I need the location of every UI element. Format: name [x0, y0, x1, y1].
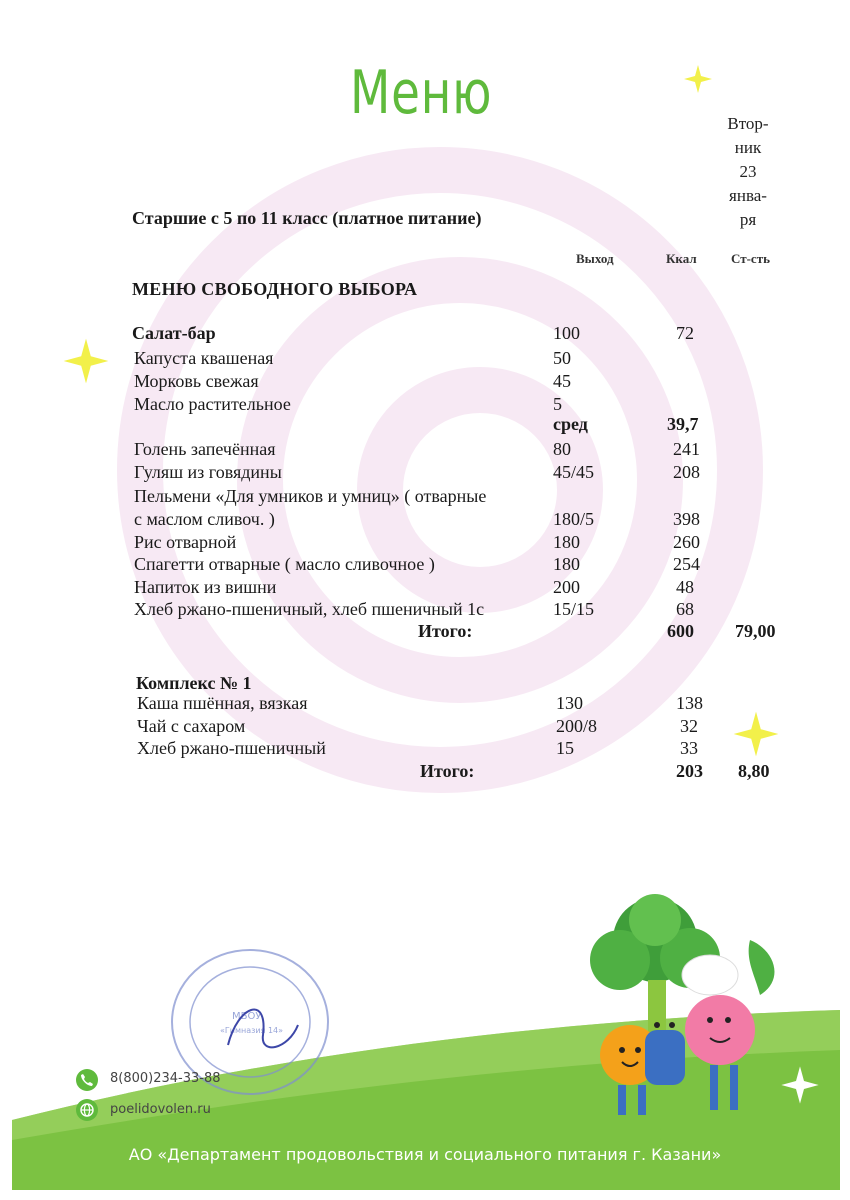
website-link[interactable]: poelidovolen.ru: [110, 1102, 211, 1117]
phone-icon: [76, 1069, 98, 1091]
item-kcal: 72: [676, 323, 694, 343]
item-out: 50: [553, 348, 571, 368]
item-name: Капуста квашеная: [134, 348, 274, 368]
audience-subtitle: Старшие с 5 по 11 класс (платное питание): [132, 208, 482, 228]
item-kcal: 254: [673, 554, 700, 574]
column-header-cost: Ст-сть: [731, 251, 770, 266]
item-out: 180: [553, 532, 580, 552]
item-name: Морковь свежая: [134, 371, 259, 391]
item-kcal: 33: [680, 738, 698, 758]
phone-number: 8(800)234-33-88: [110, 1071, 221, 1086]
item-kcal: 241: [673, 439, 700, 459]
star-icon: [780, 1065, 820, 1105]
date-line: янва-: [729, 186, 767, 205]
item-name: Рис отварной: [134, 532, 237, 552]
menu-row: [0, 439, 850, 462]
column-header-kcal: Ккал: [666, 251, 697, 266]
menu-row: [0, 509, 850, 532]
date-block: [712, 112, 784, 232]
item-name: Пельмени «Для умников и умниц» ( отварные: [134, 486, 487, 506]
item-name: Хлеб ржано-пшеничный, хлеб пшеничный 1с: [134, 599, 485, 619]
svg-text:«Гимназия 14»: «Гимназия 14»: [220, 1026, 284, 1035]
svg-text:МБОУ: МБОУ: [232, 1011, 262, 1022]
item-out: 100: [553, 323, 580, 343]
menu-title: Меню: [350, 58, 493, 128]
item-out: сред: [553, 414, 588, 434]
item-name: с маслом сливоч. ): [134, 509, 275, 529]
menu-row: [0, 693, 850, 716]
date-line: ря: [739, 210, 757, 229]
menu-row: [0, 532, 850, 555]
total-label: Итого:: [418, 621, 473, 641]
item-name: Гуляш из говядины: [134, 462, 282, 482]
total-label: Итого:: [420, 761, 475, 781]
menu-row: [0, 716, 850, 739]
date-line: Втор-: [727, 114, 769, 133]
section-title: МЕНЮ СВОБОДНОГО ВЫБОРА: [132, 279, 418, 299]
menu-row: [0, 738, 850, 761]
menu-row: [0, 323, 850, 346]
menu-row: [0, 462, 850, 485]
item-out: 130: [556, 693, 583, 713]
date-line: ник: [734, 138, 762, 157]
item-out: 15: [556, 738, 574, 758]
menu-row: [0, 599, 850, 622]
total-cost: 79,00: [735, 621, 776, 641]
item-name: Напиток из вишни: [134, 577, 277, 597]
column-header-out: Выход: [576, 251, 614, 266]
item-kcal: 260: [673, 532, 700, 552]
menu-row: [0, 371, 850, 394]
globe-icon: [76, 1099, 98, 1121]
item-out: 200: [553, 577, 580, 597]
item-name: Хлеб ржано-пшеничный: [137, 738, 326, 758]
complex-title: Комплекс № 1: [136, 673, 252, 693]
total-kcal: 203: [676, 761, 703, 781]
menu-row: [0, 414, 850, 437]
item-name: Масло растительное: [134, 394, 291, 414]
date-line: 23: [739, 162, 757, 181]
item-name: Каша пшённая, вязкая: [137, 693, 308, 713]
item-out: 200/8: [556, 716, 598, 736]
total-cost: 8,80: [738, 761, 770, 781]
item-out: 80: [553, 439, 571, 459]
menu-row: [0, 486, 850, 509]
footer-organization: АО «Департамент продовольствия и социального питания г. Казани»: [128, 1145, 722, 1164]
item-out: 180: [553, 554, 580, 574]
total-kcal: 600: [667, 621, 694, 641]
total-row: [0, 621, 850, 644]
item-kcal: 138: [676, 693, 703, 713]
item-out: 45: [553, 371, 571, 391]
mascot-illustration: [560, 880, 790, 1130]
item-kcal: 32: [680, 716, 698, 736]
item-name: Чай с сахаром: [137, 716, 246, 736]
item-kcal: 48: [676, 577, 694, 597]
item-kcal: 68: [676, 599, 694, 619]
menu-row: [0, 554, 850, 577]
item-name: Голень запечённая: [134, 439, 276, 459]
item-out: 180/5: [553, 509, 595, 529]
star-icon: [683, 64, 713, 94]
menu-row: [0, 348, 850, 371]
menu-row: [0, 577, 850, 600]
item-out: 45/45: [553, 462, 595, 482]
item-kcal: 398: [673, 509, 700, 529]
item-out: 5: [553, 394, 562, 414]
item-kcal: 208: [673, 462, 700, 482]
total-row: [0, 761, 850, 784]
item-out: 15/15: [553, 599, 595, 619]
item-name: Спагетти отварные ( масло сливочное ): [134, 554, 435, 574]
item-kcal: 39,7: [667, 414, 699, 434]
item-name: Салат-бар: [132, 323, 216, 343]
